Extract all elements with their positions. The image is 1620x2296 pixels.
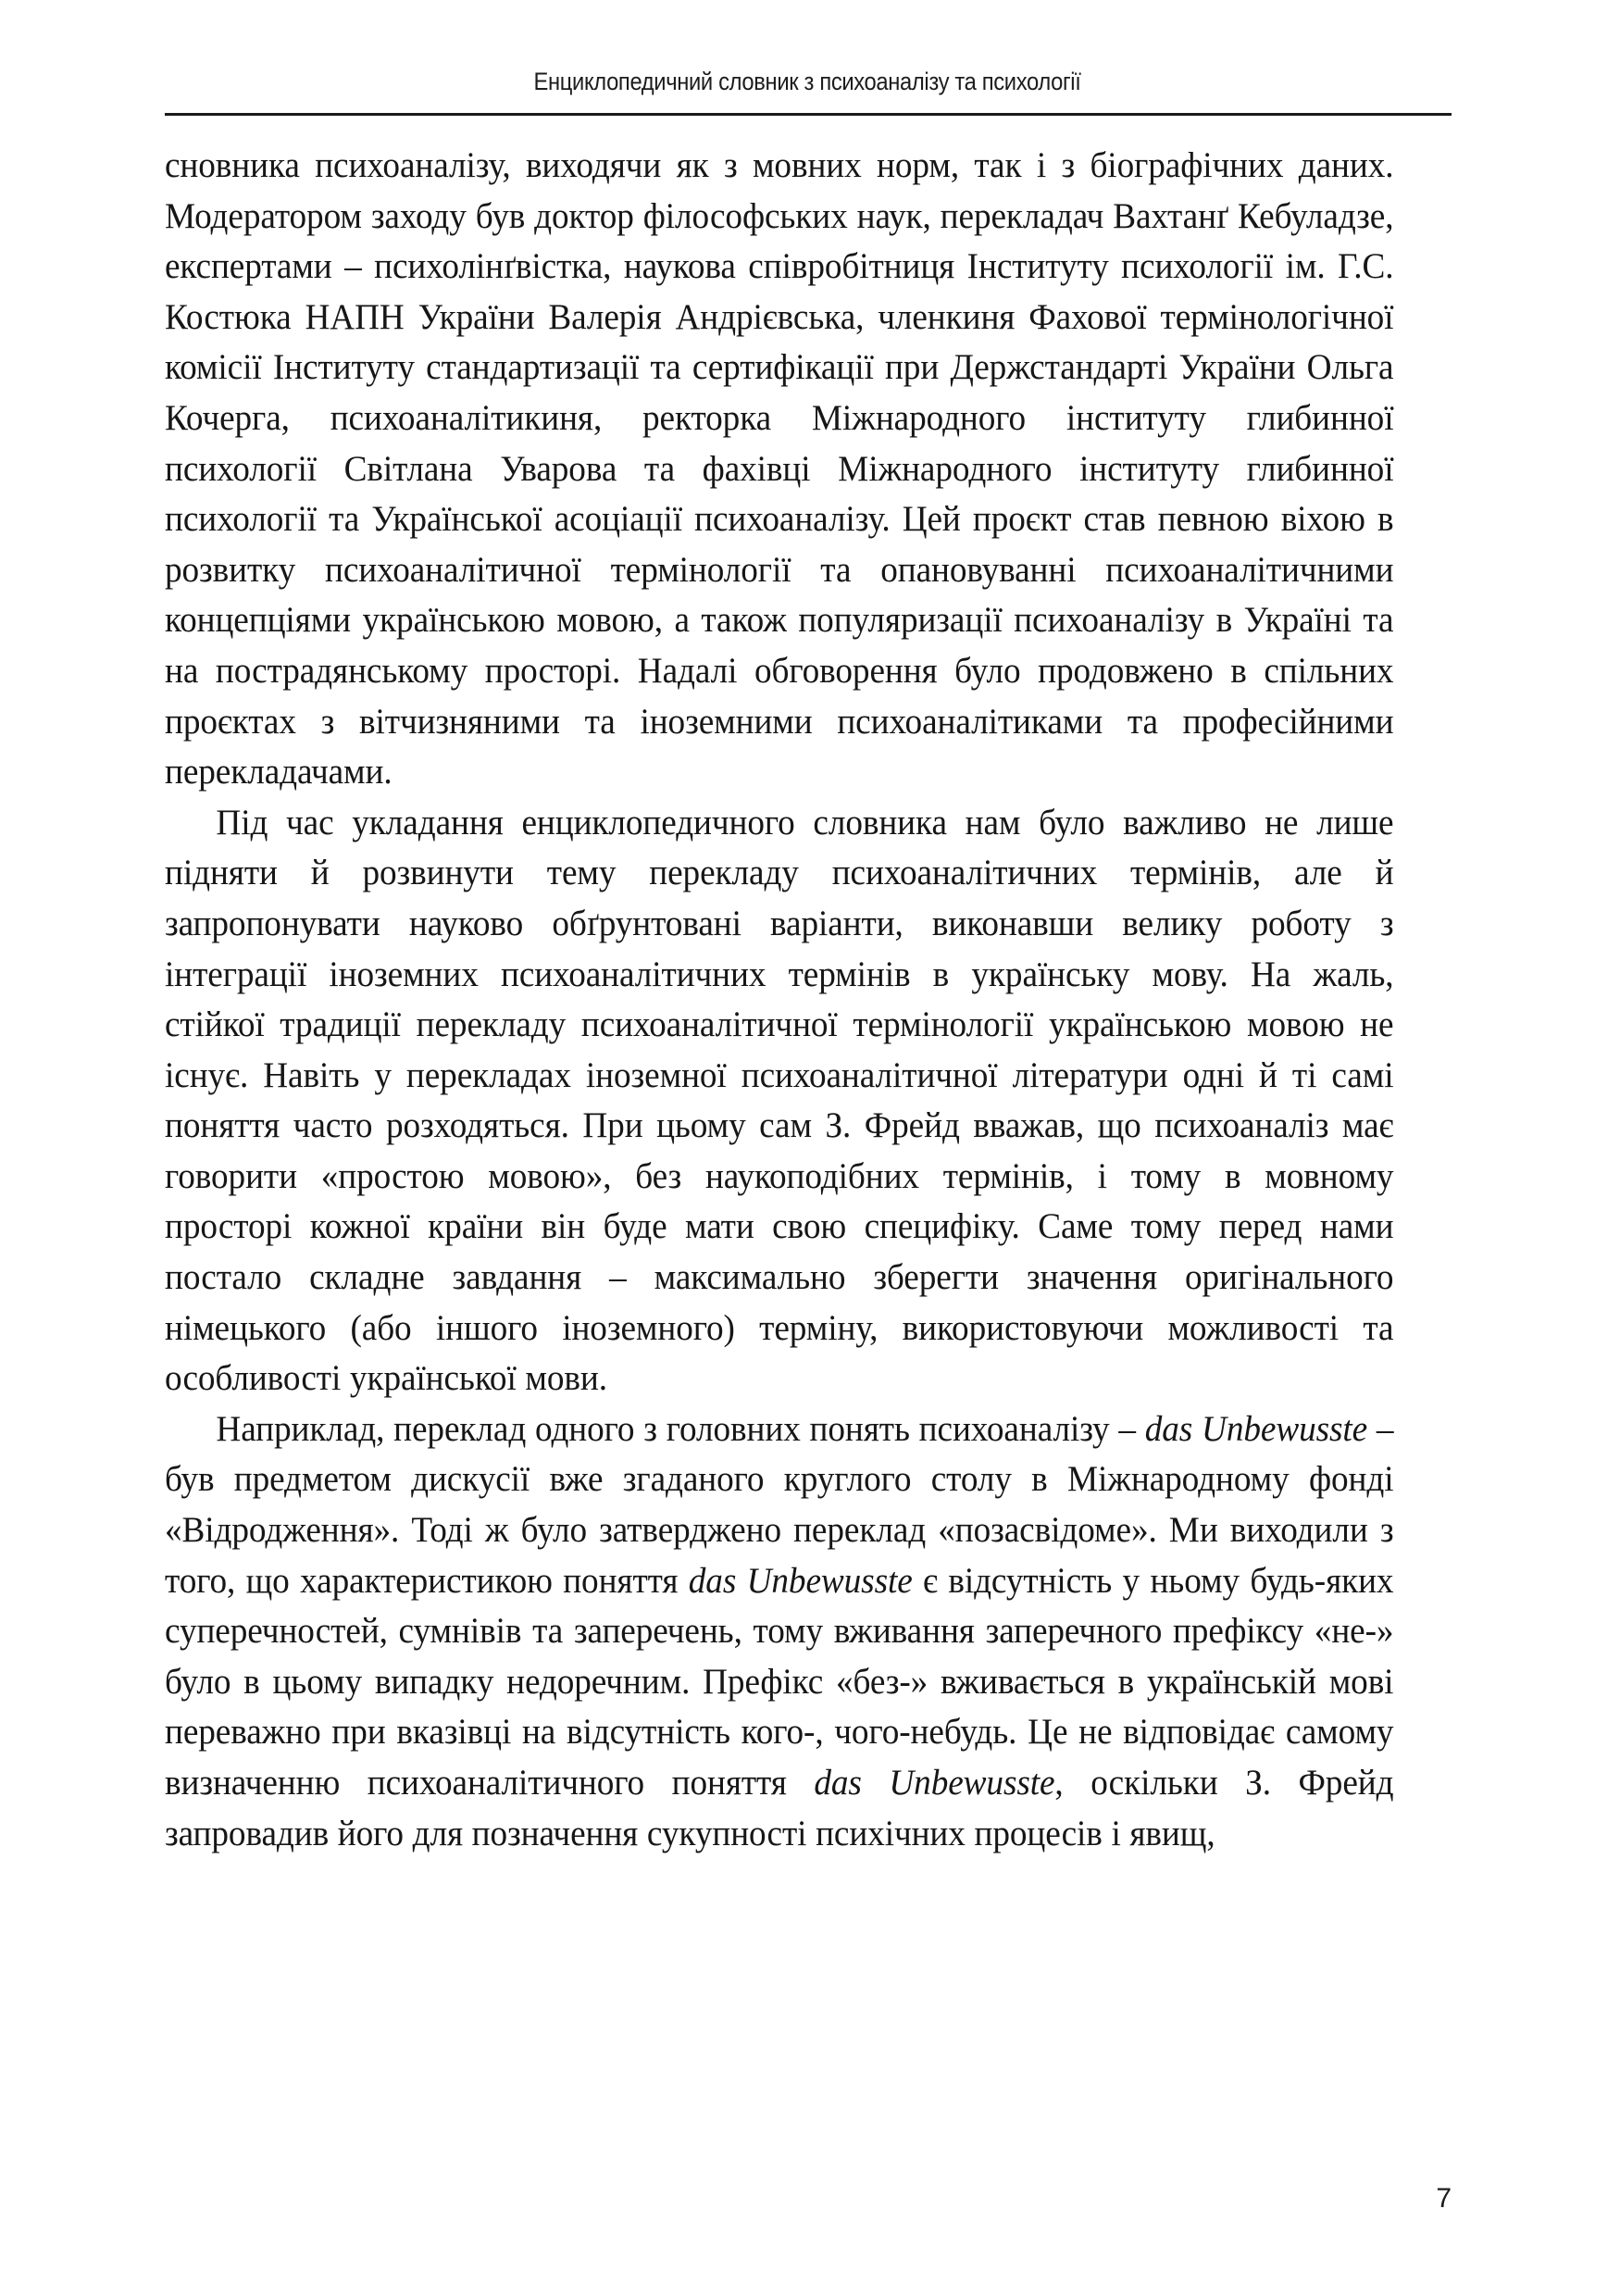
running-head: Енциклопедичний словник з психоаналізу та психології	[533, 68, 1081, 95]
paragraph-1: сновника психоаналізу, виходячи як з мовних норм, так і з біографічних даних. Модератором заходу був доктор філософських наук, перекладач Вахтанґ Кебуладзе, експертами – психолінґвістка, наукова співробітниця Інституту психології ім. Г.С. Костюка НАПН України Валерія Андрієвська, членкиня Фахової термінологічної комісії Інституту стандартизації та сертифікації при Держстандарті України Ольга Кочерга, психоаналітикиня, ректорка Міжнародного інституту глибинної психології Світлана Уварова та фахівці Міжнародного інституту глибинної психології та Української асоціації психоаналізу. Цей проєкт став певною віхою в розвитку психоаналітичної термінології та опановуванні психоаналітичними концепціями українською мовою, а також популяризації психоаналізу в Україні та на пострадянському просторі. Надалі обговорення було продовжено в спільних проєктах з вітчизняними та іноземними психоаналітиками та професійними перекладачами.	[165, 145, 1394, 792]
paragraph-3	[165, 1404, 1393, 1859]
p3-segment-6: , оскільки З. Фрейд запровадив його для позначення сукупності психічних процесів і явищ,	[165, 1763, 1394, 1853]
p3-segment-4: є відсутність у ньому будь-яких суперечностей, сумнівів та заперечень, тому вживання заперечного префіксу «не-» було в цьому випадку недоречним. Префікс «без-» вживається в українській мові переважно при вказівці на відсутність кого-, чого-небудь. Це не відповідає самому визначенню психоаналітичного поняття	[165, 1560, 1394, 1803]
p3-term-das-unbewusste-1: das Unbewusste	[1144, 1408, 1368, 1449]
header-rule-divider	[165, 113, 1452, 116]
body-text-column	[165, 141, 1452, 1859]
p3-segment-0: Наприклад, переклад одного з головних понять психоаналізу –	[216, 1408, 1145, 1449]
p3-segment-2: – був предметом дискусії вже згаданого круглого столу в Міжнародному фонді «Відродження». Тоді ж було затверджено переклад «позасвідоме». Ми виходили з того, що характеристикою поняття	[165, 1408, 1394, 1601]
page-number: 7	[1436, 2183, 1452, 2214]
p3-term-das-unbewusste-3: das Unbewusste	[814, 1763, 1055, 1803]
p3-term-das-unbewusste-2: das Unbewusste	[688, 1560, 913, 1601]
paragraph-2: Під час укладання енциклопедичного словника нам було важливо не лише підняти й розвинути тему перекладу психоаналітичних термінів, але й запропонувати науково обґрунтовані варіанти, виконавши велику роботу з інтеграції іноземних психоаналітичних термінів в українську мову. На жаль, стійкої традиції перекладу психоаналітичної термінології українською мовою не існує. Навіть у перекладах іноземної психоаналітичної літератури одні й ті самі поняття часто розходяться. При цьому сам З. Фрейд вважав, що психоаналіз має говорити «простою мовою», без наукоподібних термінів, і тому в мовному просторі кожної країни він буде мати свою специфіку. Саме тому перед нами постало складне завдання – максимально зберегти значення оригінального німецького (або іншого іноземного) терміну, використовуючи можливості та особливості української мови.	[165, 802, 1394, 1399]
